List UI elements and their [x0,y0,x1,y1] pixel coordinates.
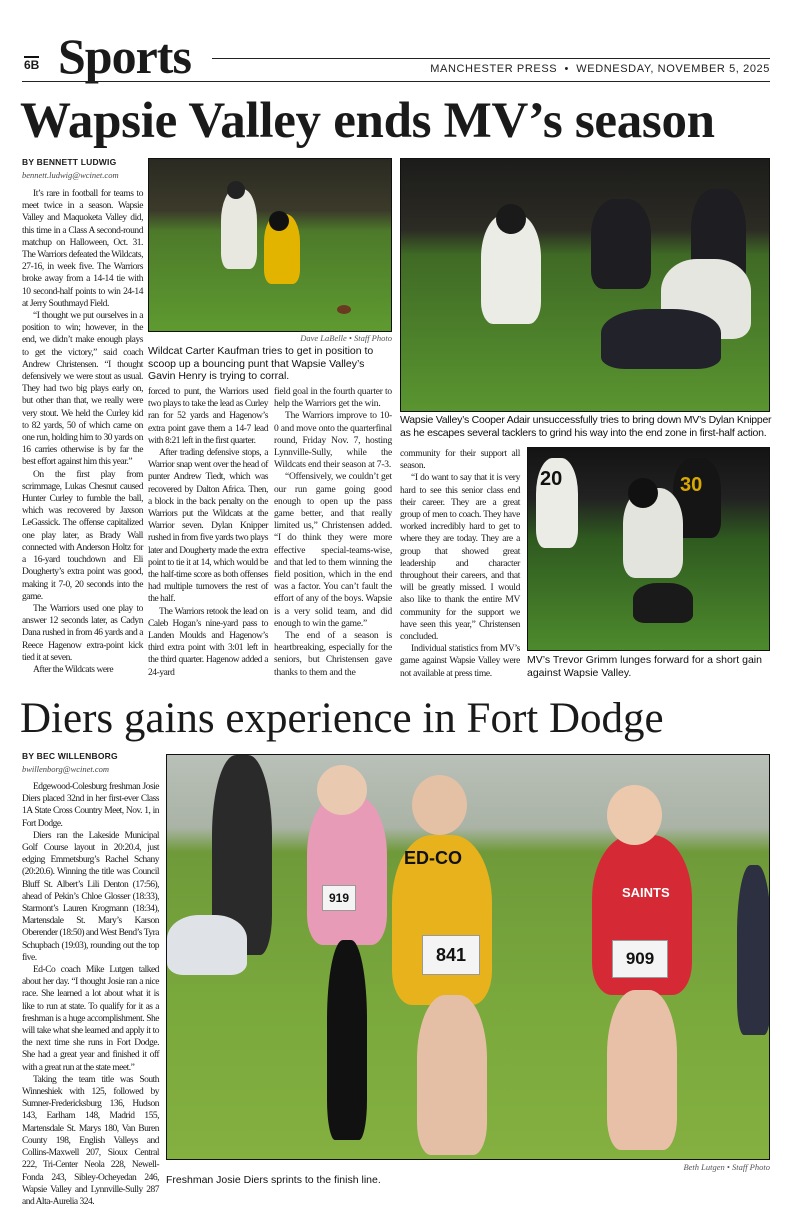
headline: Wapsie Valley ends MV’s season [20,93,715,149]
paragraph: field goal in the fourth quarter to help the Warriors get the win. [274,387,392,410]
race-bib: 909 [612,940,668,978]
article-column [22,781,159,1208]
page-number: 6B [24,58,40,72]
author-email[interactable]: bennett.ludwig@wcinet.com [22,170,119,180]
byline-block [22,157,144,180]
jersey-number: 20 [540,468,563,490]
issue-date: WEDNESDAY, NOVEMBER 5, 2025 [576,63,770,75]
race-bib: 841 [422,935,480,975]
jersey-text: SAINTS [622,885,670,900]
article-column [274,386,392,679]
paragraph: Taking the team title was South Winneshiek with 125, followed by Sumner-Fredericksburg 136, Hudson 143, Earlham 148, Madrid 155, Martensdale St. Marys 180, Van Buren County 198, English Valleys and Collins-Maxwell 207, Sioux Central 222, Tri-Center Neola 228, Newell-Fonda 243, Sibley-Ocheyedan 246, Wapsie Valley and Lynnville-Sully 287 and Alta-Aurelia 324. [22,1074,159,1207]
jersey-text: ED-CO [404,848,462,868]
photo-caption: Freshman Josie Diers sprints to the finish line. [166,1174,381,1186]
divider [212,58,770,59]
paper-name: MANCHESTER PRESS [430,63,558,75]
byline: BY BEC WILLENBORG [22,751,118,761]
paragraph: “Offensively, we couldn’t get our run game going good enough to open up the pass game better, and that really limited us,” Christensen added. “I do think they were more effective special-teams-wise, and that led to them winning the field position, which in the end was a factor. You can’t fault the effort of any of the boys. Wapsie is a very solid team, and did enough to win the game.” [274,472,392,629]
jersey-number: 30 [680,474,703,496]
photo-caption: Wildcat Carter Kaufman tries to get in position to scoop up a bouncing punt that Wapsie Valley’s Gavin Henry is trying to corral. [148,345,374,382]
paragraph: The Warriors improve to 10-0 and move onto the quarterfinal round, Friday Nov. 7, hosting Lynnville-Sully, while the Wildcats end their season at 7-3. [274,411,392,471]
photo-football-punt [148,158,392,332]
paragraph: “I thought we put ourselves in a position to win; however, in the end, we didn’t make enough plays to get the victory,” said coach Andrew Christensen. “I thought defensively we were stout as usual. They had two big plays early on, but other than that, we really were very stout. We held the Curley kid to 82 yards, 50 of which came on one run, holding him to 30 yards on 16 carries otherwise is by far the best effort against him this year.” [22,311,143,468]
byline-block [22,751,162,774]
headline: Diers gains experience in Fort Dodge [20,695,664,742]
paragraph: forced to punt, the Warriors used two plays to take the lead as Curley ran for 52 yards and Hagenow’s extra point gave them a 14-7 lead with 8:21 left in the first quarter. [148,387,268,446]
article-column [400,448,520,680]
paragraph: Ed-Co coach Mike Lutgen talked about her day. “I thought Josie ran a nice race. She learned a lot about what it is like to run at state. To qualify for it as a freshman is a huge accomplishment. She will take what she learned and apply it to the next time she runs in Fort Dodge. She had a great year and finished it off with a great run at the state meet.” [22,965,159,1073]
bullet: • [564,63,569,75]
section-title: Sports [58,28,191,84]
paragraph: Diers ran the Lakeside Municipal Golf Course layout in 20:20.4, just edging Emmetsburg’s Rachel Schany (20:20.6). Winning the title was Council Bluff St. Albert’s Lili Denton (17:56), ahead of Pekin’s Chloe Glosser (18:33), Starmont’s Lauren Krogmann (18:34), Martensdale St. Mary’s Karson Oberender (18:50) and West Bend’s Tyra Schupbach (19:03), rounding out the top five. [22,830,159,963]
paragraph: After the Wildcats were [33,664,114,675]
paragraph: The end of a season is heartbreaking, especially for the seniors, but Christensen gave thanks to them and the [274,631,392,678]
paragraph: “I do want to say that it is very hard to see this senior class end their career. They are a great group of men to coach. They have worked incredibly hard to get to where they are today. They are a group that showed great leadership and character throughout their careers, and that will be greatly missed. I would also like to thank the entire MV community for the support we have seen this year,” Christensen concluded. [400,473,520,643]
paragraph: The Warriors used one play to answer 12 seconds later, as Cadyn Dana rushed in from 46 yards and a Reece Hagenow extra-point kick tied it at seven. [22,603,143,663]
paragraph: Individual statistics from MV’s game against Wapsie Valley were not available at press time. [400,644,520,679]
photo-caption: Wapsie Valley’s Cooper Adair unsuccessfully tries to bring down MV’s Dylan Knipper as he escapes several tacklers to grind his way into the end zone in first-half action. [400,414,772,439]
dateline [430,63,770,75]
article-column [22,188,143,676]
photo-credit: Beth Lutgen • Staff Photo [683,1162,770,1172]
paragraph: After trading defensive stops, a Warrior snap went over the head of punter Andrew Tiedt, which was recovered by Dalton Africa. Then, a block in the back penalty on the Warriors put the Wildcats at the Warrior seven. Dylan Knipper rushed in from five yards two plays later and Dougherty made the extra point to tie it at 14, which would be the half-time score as both offenses had multiple turnovers the rest of the half. [148,448,268,605]
paragraph: It’s rare in football for teams to meet twice in a season. Wapsie Valley and Maquoketa Valley did, this time in a Class A second-round matchup on Halloween, Oct. 31. The Warriors defeated the Wildcats, 27-16, in week five. The Warriors broke away from a 14-14 tie with 10 second-half points to win 24-14 at Jerry Southmayd Field. [22,189,143,309]
divider [22,81,770,82]
photo-caption: MV’s Trevor Grimm lunges forward for a short gain against Wapsie Valley. [527,654,762,679]
photo-football-run [527,447,770,651]
paragraph: On the first play from scrimmage, Lukas Chesnut caused Hunter Curley to fumble the ball, which was recovered by Jaxson LeGassick. The offense capitalized one play later, as Brady Wall connected with Anderson Holtz for a 16-yard touchdown and Eli Dougherty’s extra point was good, making it 7-0, 20 seconds into the game. [22,469,143,602]
photo-cross-country [166,754,770,1160]
author-email[interactable]: bwillenborg@wcinet.com [22,764,110,774]
paragraph: Edgewood-Colesburg freshman Josie Diers placed 32nd in her first-ever Class 1A State Cross Country Meet, Nov. 1, in Fort Dodge. [22,782,159,829]
article-column [148,386,268,679]
paragraph: The Warriors retook the lead on Caleb Hogan’s nine-yard pass to Landen Moulds and Hagenow’s third extra point with 3:01 left in the third quarter. Hagenow added a 24-yard [148,606,268,678]
photo-credit: Dave LaBelle • Staff Photo [300,333,392,343]
race-bib: 919 [322,885,356,911]
photo-football-tackle [400,158,770,412]
byline: BY BENNETT LUDWIG [22,157,117,167]
paragraph: community for their support all season. [400,449,520,472]
